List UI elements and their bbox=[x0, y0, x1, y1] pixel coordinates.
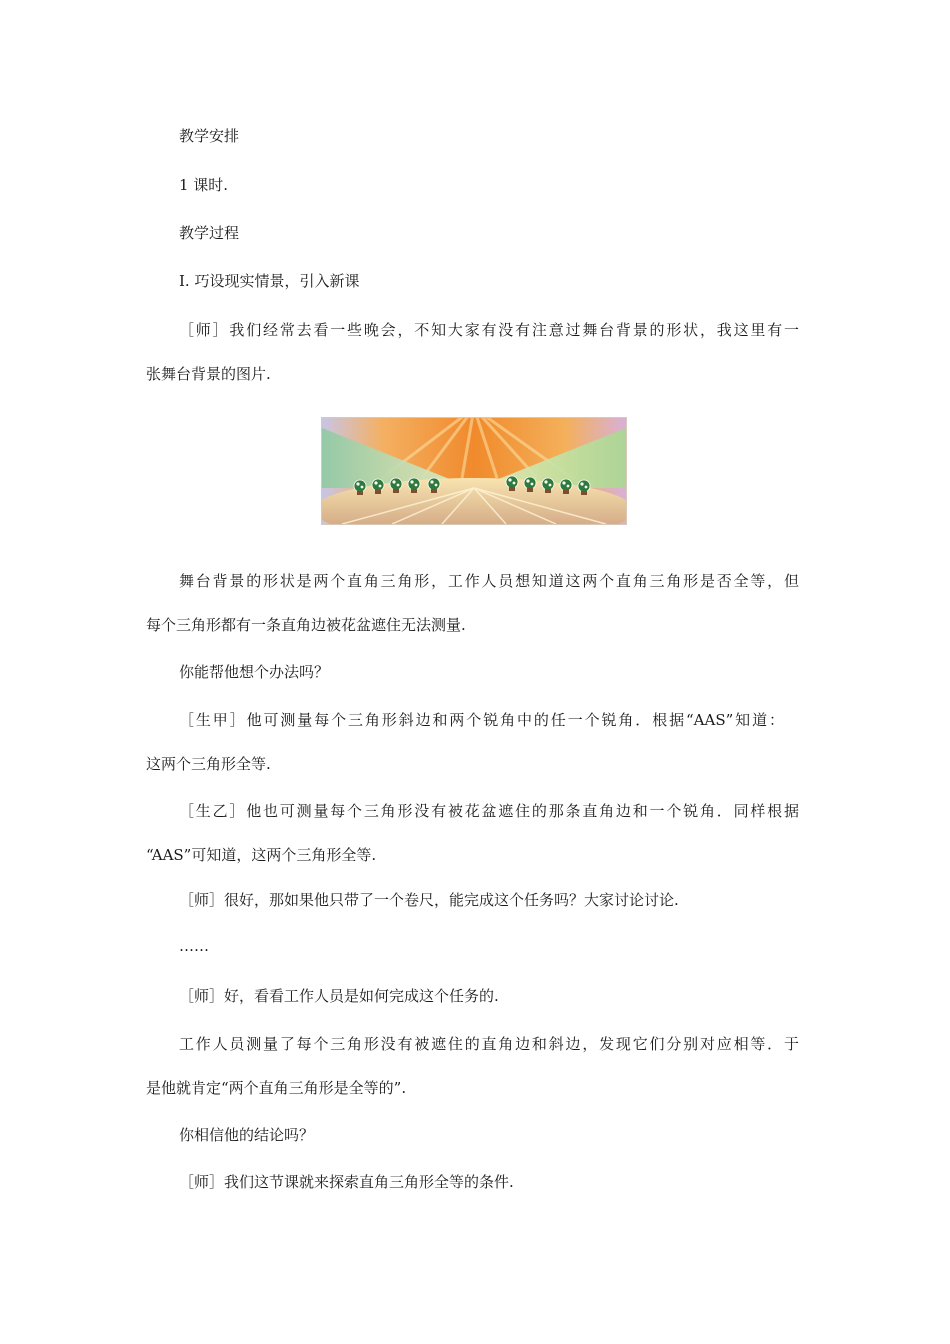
worker-paragraph-line-1: 工作人员测量了每个三角形没有被遮住的直角边和斜边，发现它们分别对应相等．于 bbox=[179, 1035, 799, 1053]
class-hours: 1 课时. bbox=[179, 176, 229, 194]
teacher-paragraph-line-1: ［师］我们经常去看一些晚会，不知大家有没有注意过舞台背景的形状，我这里有一 bbox=[179, 321, 799, 339]
section-title-intro: Ⅰ. 巧设现实情景，引入新课 bbox=[179, 272, 360, 290]
problem-paragraph-line-1: 舞台背景的形状是两个直角三角形，工作人员想知道这两个直角三角形是否全等，但 bbox=[179, 572, 799, 590]
worker-paragraph-line-2: 是他就肯定“两个直角三角形是全等的”. bbox=[146, 1079, 407, 1097]
heading-teaching-process: 教学过程 bbox=[179, 224, 240, 242]
teacher-lets-see: ［师］好，看看工作人员是如何完成这个任务的. bbox=[179, 987, 499, 1005]
question-believe: 你相信他的结论吗？ bbox=[179, 1126, 315, 1144]
teacher-conclusion: ［师］我们这节课就来探索直角三角形全等的条件. bbox=[179, 1173, 514, 1191]
heading-teaching-arrangement: 教学安排 bbox=[179, 127, 240, 145]
question-help: 你能帮他想个办法吗？ bbox=[179, 663, 330, 681]
student-b-line-2: “AAS”可知道，这两个三角形全等. bbox=[146, 846, 377, 864]
stage-background-image bbox=[321, 417, 627, 525]
student-a-line-1: ［生甲］他可测量每个三角形斜边和两个锐角中的任一个锐角．根据“AAS”知道： bbox=[179, 711, 784, 729]
student-b-line-1: ［生乙］他也可测量每个三角形没有被花盆遮住的那条直角边和一个锐角．同样根据 bbox=[179, 802, 799, 820]
student-a-line-2: 这两个三角形全等. bbox=[146, 755, 271, 773]
ellipsis: …… bbox=[179, 937, 209, 955]
teacher-paragraph-line-2: 张舞台背景的图片. bbox=[146, 365, 271, 383]
teacher-question-tape: ［师］很好，那如果他只带了一个卷尺，能完成这个任务吗？大家讨论讨论. bbox=[179, 891, 679, 909]
problem-paragraph-line-2: 每个三角形都有一条直角边被花盆遮住无法测量. bbox=[146, 616, 466, 634]
